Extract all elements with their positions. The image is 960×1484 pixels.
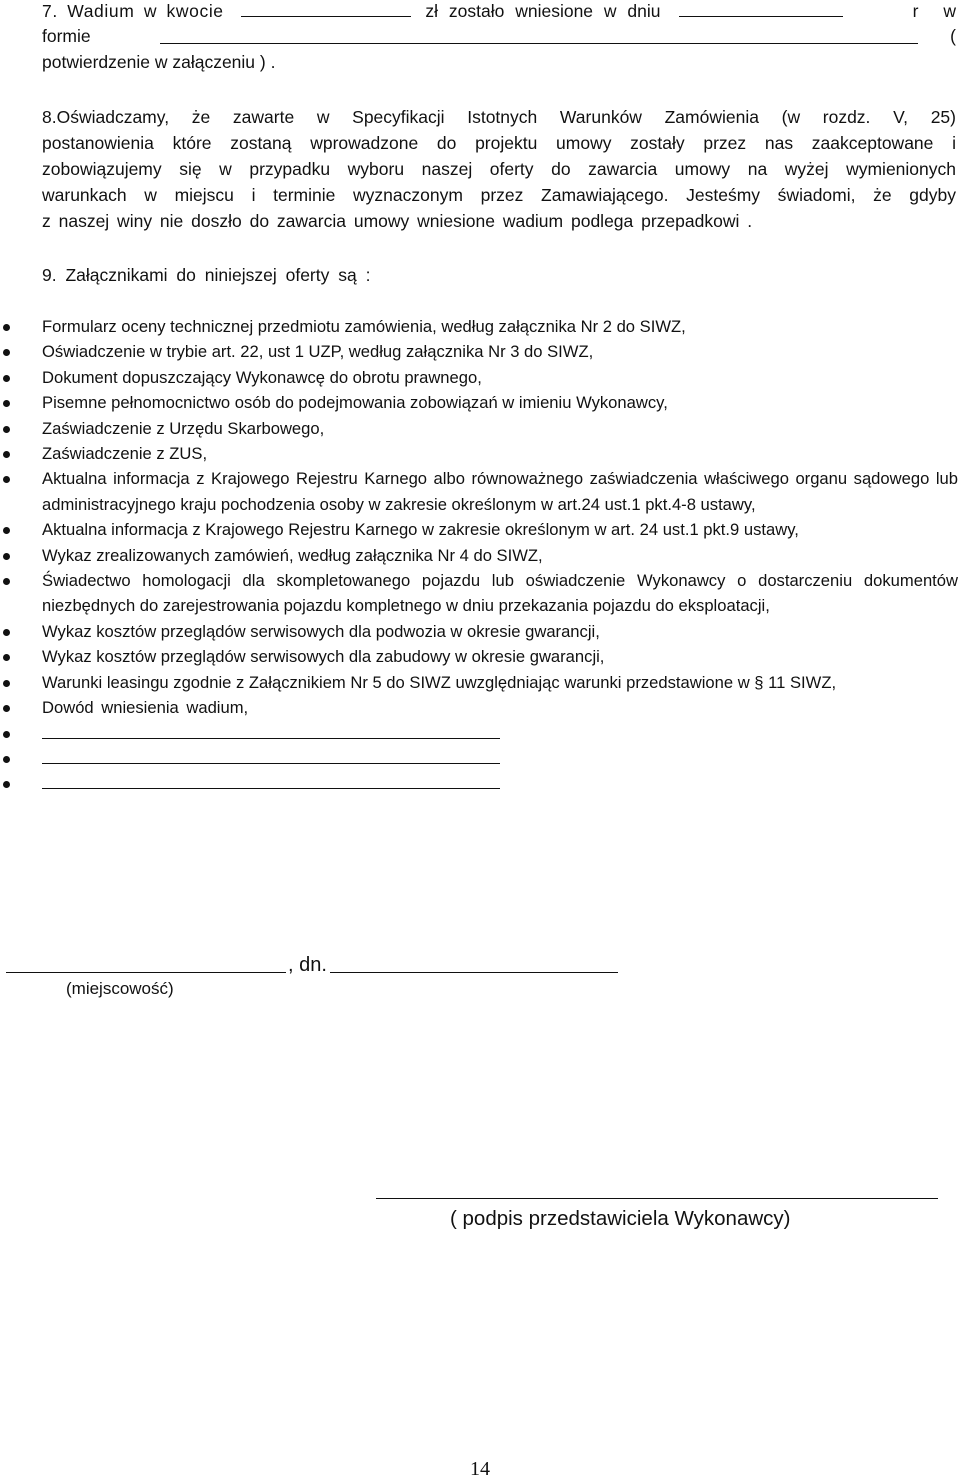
wadium-amount-label: 7. Wadium w kwocie: [42, 1, 224, 21]
list-item: Warunki leasingu zgodnie z Załącznikiem Nr 5 do SIWZ uwzględniając warunki przedstawione w § 11 SIWZ,: [0, 670, 960, 695]
section-8-line-5: z naszej winy nie doszło do zawarcia umowy wniesione wadium podlega przepadkowi .: [42, 211, 753, 231]
wadium-confirmation: potwierdzenie w załączeniu ) .: [42, 52, 276, 72]
blank-line[interactable]: [42, 724, 500, 739]
date-label: , dn.: [288, 954, 327, 976]
list-item: Zaświadczenie z Urzędu Skarbowego,: [0, 416, 960, 441]
wadium-amount-blank[interactable]: [241, 0, 411, 17]
wadium-date-blank[interactable]: [679, 0, 843, 17]
list-item-blank[interactable]: [0, 721, 960, 746]
bullet-icon: [3, 324, 10, 331]
bullet-icon: [3, 553, 10, 560]
bullet-icon: [3, 680, 10, 687]
wadium-form-label: r w: [912, 1, 956, 21]
bullet-icon: [3, 578, 10, 585]
bullet-icon: [3, 375, 10, 382]
signer-caption: ( podpis przedstawiciela Wykonawcy): [450, 1207, 791, 1230]
list-item-blank[interactable]: [0, 771, 960, 796]
bullet-icon: [3, 756, 10, 763]
wadium-form-blank[interactable]: [160, 27, 918, 44]
bullet-icon: [3, 400, 10, 407]
date-blank-line[interactable]: [330, 972, 618, 973]
attachments-list: [0, 314, 960, 797]
list-item: Wykaz kosztów przeglądów serwisowych dla podwozia w okresie gwarancji,: [0, 619, 960, 644]
bullet-icon: [3, 349, 10, 356]
blank-line[interactable]: [42, 749, 500, 764]
list-item: Oświadczenie w trybie art. 22, ust 1 UZP, według załącznika Nr 3 do SIWZ,: [0, 339, 960, 364]
signature-blank-line[interactable]: [376, 1198, 938, 1199]
wadium-form-word: formie: [42, 26, 91, 46]
bullet-icon: [3, 731, 10, 738]
blank-line[interactable]: [42, 774, 500, 789]
wadium-form-line: [42, 25, 956, 47]
bullet-icon: [3, 781, 10, 788]
section-8-line-3: zobowiązujemy się w przypadku wyboru naszej oferty do zawarcia umowy na wyżej wymienionych: [42, 159, 956, 179]
bullet-icon: [3, 476, 10, 483]
bullet-icon: [3, 451, 10, 458]
bullet-icon: [3, 426, 10, 433]
list-item: Dowód wniesienia wadium,: [0, 695, 960, 720]
list-item: Zaświadczenie z ZUS,: [0, 441, 960, 466]
list-item: Wykaz kosztów przeglądów serwisowych dla zabudowy w okresie gwarancji,: [0, 644, 960, 669]
list-item: Pisemne pełnomocnictwo osób do podejmowania zobowiązań w imieniu Wykonawcy,: [0, 390, 960, 415]
bullet-icon: [3, 527, 10, 534]
wadium-line: [42, 0, 956, 22]
list-item-blank[interactable]: [0, 746, 960, 771]
list-item: Świadectwo homologacji dla skompletowanego pojazdu lub oświadczenie Wykonawcy o dostarczeniu dokumentów niezbędnych do zarejestrowania pojazdu kompletnego w dniu przekazania pojazdu do eksploatacji,: [0, 568, 960, 619]
list-item: Dokument dopuszczający Wykonawcę do obrotu prawnego,: [0, 365, 960, 390]
bullet-icon: [3, 654, 10, 661]
page-number: 14: [470, 1458, 490, 1480]
section-8-line-2: postanowienia które zostaną wprowadzone do projektu umowy zostały przez nas zaakceptowane i: [42, 133, 956, 153]
bullet-icon: [3, 705, 10, 712]
wadium-date-label: zł zostało wniesione w dniu: [425, 1, 661, 21]
list-item: Formularz oceny technicznej przedmiotu zamówienia, według załącznika Nr 2 do SIWZ,: [0, 314, 960, 339]
list-item: Aktualna informacja z Krajowego Rejestru Karnego w zakresie określonym w art. 24 ust.1 pkt.9 ustawy,: [0, 517, 960, 542]
bullet-icon: [3, 629, 10, 636]
place-blank-line[interactable]: [6, 972, 286, 973]
section-8-line-4: warunkach w miejscu i terminie wyznaczonym przez Zamawiającego. Jesteśmy świadomi, że gdyby: [42, 185, 956, 205]
list-item: Wykaz zrealizowanych zamówień, według załącznika Nr 4 do SIWZ,: [0, 543, 960, 568]
wadium-paren: (: [950, 26, 956, 46]
list-item: Aktualna informacja z Krajowego Rejestru Karnego albo równoważnego zaświadczenia właściwego organu sądowego lub administracyjnego kraju pochodzenia osoby w zakresie określonym w art.24 ust.1 pkt.4-8 ustawy,: [0, 466, 960, 517]
section-9-heading: 9. Załącznikami do niniejszej oferty są :: [42, 265, 371, 285]
place-caption: (miejscowość): [66, 979, 174, 998]
section-8-line-1: 8.Oświadczamy, że zawarte w Specyfikacji Istotnych Warunków Zamówienia (w rozdz. V, 25): [42, 107, 956, 127]
